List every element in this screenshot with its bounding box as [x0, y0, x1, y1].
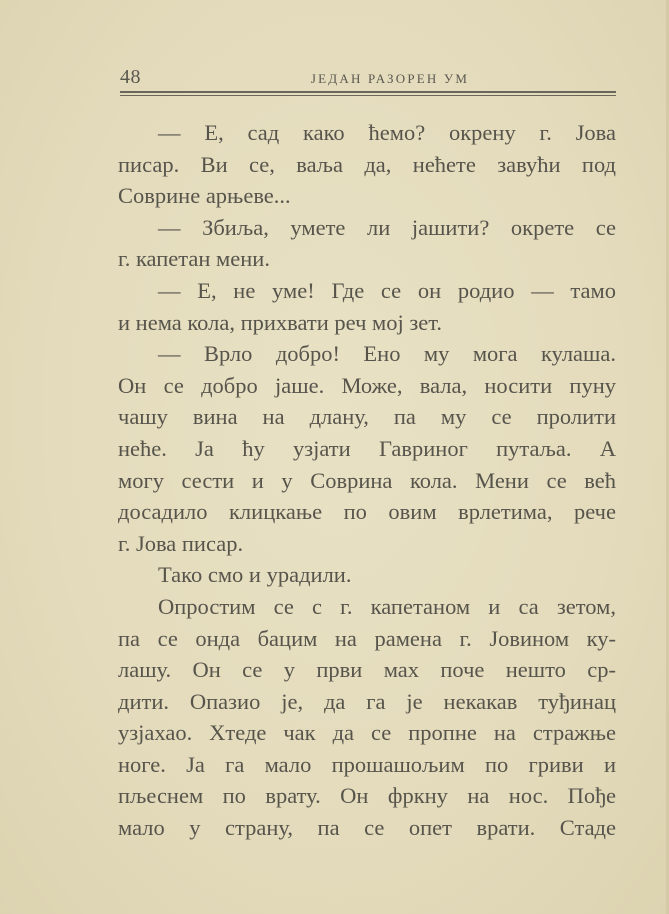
page-header [120, 62, 616, 98]
body-text [118, 117, 616, 844]
page-number: 48 [120, 66, 141, 88]
text-line: па се онда бацим на рамена г. Јовином ку- [118, 625, 616, 651]
text-line: неће. Ја ћу узјати Гавриног путаља. А [118, 435, 616, 461]
header-rule-thick [120, 91, 616, 93]
text-line: г. Јова писар. [118, 530, 244, 556]
text-line: досадило клицкање по овим врлетима, рече [118, 499, 616, 525]
text-line: и нема кола, прихвати реч мој зет. [118, 309, 443, 335]
text-line: Он се добро јаше. Може, вала, носити пуну [118, 372, 616, 398]
text-line: чашу вина на длану, па му се пролити [118, 404, 616, 430]
text-line: могу сести и у Соврина кола. Мени се већ [118, 467, 616, 493]
text-line: г. капетан мени. [118, 246, 270, 272]
text-line: дити. Опазио је, да га је некакав туђинац [118, 688, 616, 714]
running-title: ЈЕДАН РАЗОРЕН УМ [310, 71, 470, 86]
text-line: узјахао. Хтеде чак да се пропне на стражње [118, 720, 616, 746]
text-line: лашу. Он се у први мах поче нешто ср- [118, 657, 616, 683]
text-line: пљеснем по врату. Он фркну на нос. Пође [118, 783, 616, 809]
text-line: ноге. Ја га мало прошашољим по гриви и [118, 751, 616, 777]
text-line: — Збиља, умете ли јашити? окрете се [158, 214, 616, 240]
text-line: — Е, не уме! Где се он родио — тамо [158, 277, 616, 303]
text-line: Соврине арњеве... [118, 183, 291, 209]
text-line: Тако смо и урадили. [158, 562, 352, 588]
text-line: мало у страну, па се опет врати. Стаде [118, 815, 616, 841]
text-line: — Врло добро! Ено му мога кулаша. [158, 341, 616, 367]
text-line: — Е, сад како ћемо? окрену г. Јова [158, 120, 616, 145]
text-line: писар. Ви се, ваља да, нећете завући под [118, 151, 616, 177]
header-rule-thin [120, 95, 616, 96]
text-line: Опростим се с г. капетаном и са зетом, [158, 593, 616, 619]
